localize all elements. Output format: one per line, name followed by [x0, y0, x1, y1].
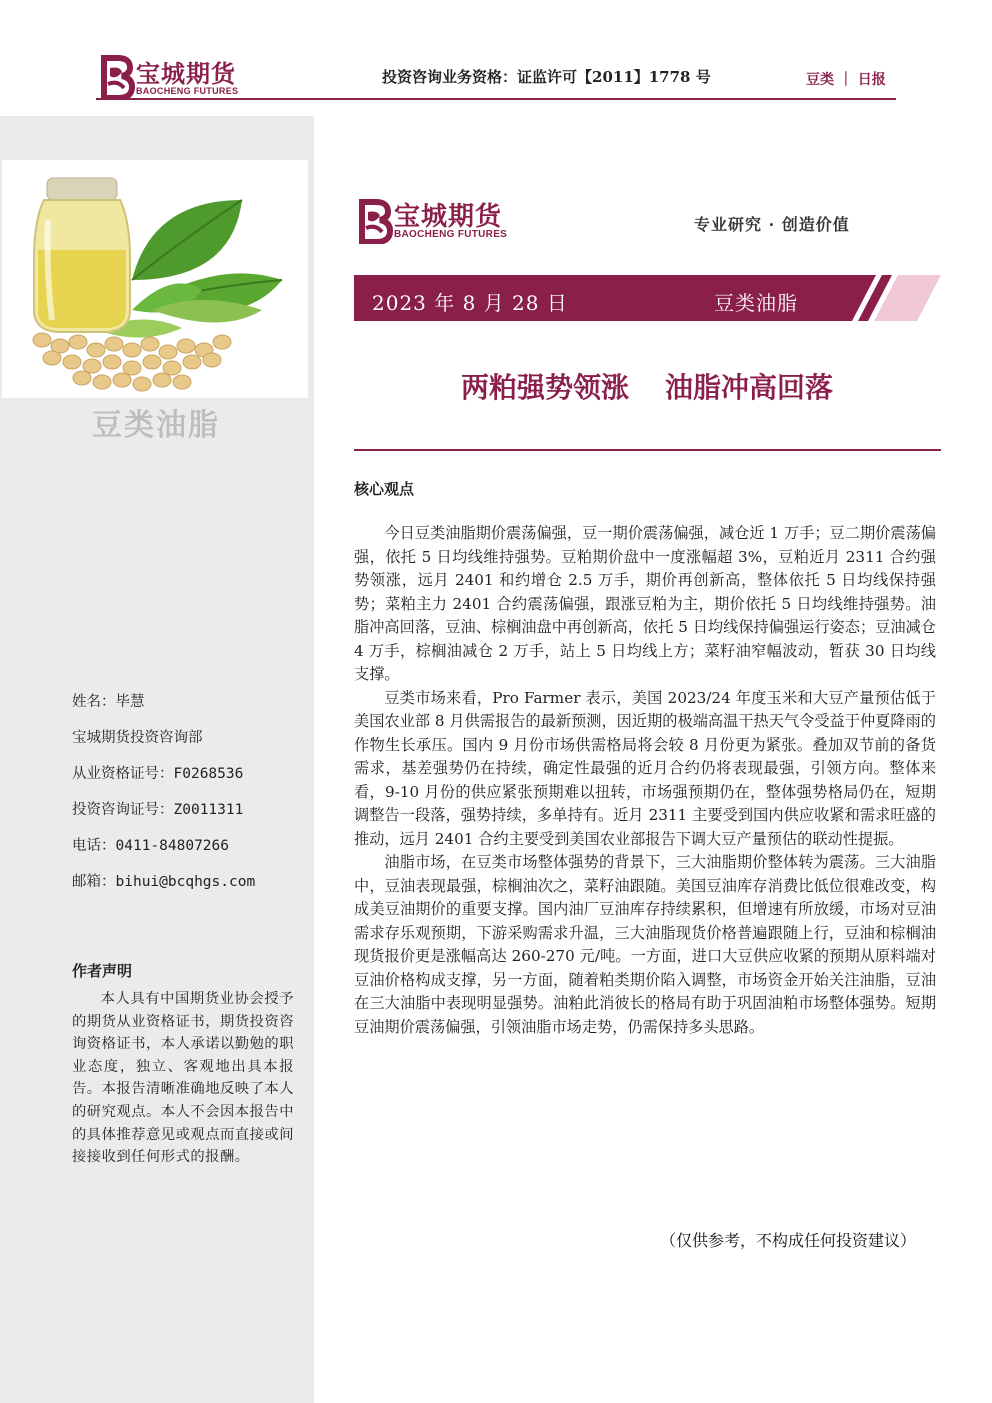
- paragraph: 今日豆类油脂期价震荡偏强，豆一期价震荡偏强，减仓近 1 万手；豆二期价震荡偏强，依托 5 日均线维持强势。豆粕期价盘中一度涨幅超 3%，豆粕近月 2311 合约强势领涨，远月 2401 和约增仓 2.5 万手，期价再创新高，整体依托 5 日均线保持强势；菜粕主力 2401 合约震荡偏强，跟涨豆粕为主，期价依托 5 日均线维持强势。油脂冲高回落，豆油、棕榈油盘中再创新高，依托 5 日均线保持偏强运行姿态；豆油减仓 4 万手，棕榈油减仓 2 万手，站上 5 日均线上方；菜籽油窄幅波动，暂获 30 日均线支撑。: [354, 524, 936, 683]
- paragraph: 油脂市场，在豆类市场整体强势的背景下，三大油脂期价整体转为震荡。三大油脂中，豆油表现最强，棕榈油次之，菜籽油跟随。美国豆油库存消费比低位很难改变，构成美豆油期价的重要支撑。国内油厂豆油库存持续累积，但增速有所放缓，市场对豆油需求存乐观预期，下游采购需求升温，三大油脂现货价格普遍跟随上行，豆油和棕榈油现货报价更是涨幅高达 260-270 元/吨。一方面，进口大豆供应收紧的预期从原料端对豆油价格构成支撑，另一方面，随着粕类期价陷入调整，市场资金开始关注油脂，豆油在三大油脂中表现明显强势。油粕此消彼长的格局有助于巩固油粕市场整体强势。短期豆油期价震荡偏强，引领油脂市场走势，仍需保持多头思路。: [354, 853, 936, 1036]
- core-view-body: [354, 522, 936, 1039]
- report-category-top: 豆类 ｜ 日报: [806, 72, 886, 88]
- header-logo-cn: 宝城期货: [136, 59, 236, 88]
- author-advisory-license: 投资咨询证号：Z0011311: [72, 802, 244, 818]
- baocheng-logo-icon: [354, 198, 394, 244]
- headline-left: 两粕强势领涨: [460, 371, 629, 404]
- author-name: 姓名：毕慧: [72, 694, 145, 710]
- author-info: [72, 690, 255, 906]
- header-divider: [96, 98, 896, 100]
- report-logo-en: BAOCHENG FUTURES: [394, 229, 508, 240]
- report-category: 豆类油脂: [714, 291, 798, 315]
- author-dept: 宝城期货投资咨询部: [72, 730, 203, 746]
- disclaimer: （仅供参考，不构成任何投资建议）: [660, 1231, 917, 1250]
- author-phone: 电话：0411-84807266: [72, 838, 229, 854]
- declaration-text: 本人具有中国期货业协会授予的期货从业资格证书，期货投资咨询资格证书，本人承诺以勤勉的职业态度，独立、客观地出具本报告。本报告清晰准确地反映了本人的研究观点。本人不会因本报告中的具体推荐意见或观点而直接或间接接收到任何形式的报酬。: [72, 991, 294, 1166]
- header-logo: [96, 52, 256, 100]
- qualification-text: 投资咨询业务资格：证监许可【2011】1778 号: [382, 68, 711, 86]
- core-view-title: 核心观点: [354, 480, 415, 498]
- sidebar-title: 豆类油脂: [92, 408, 220, 443]
- report-headline: [356, 366, 938, 406]
- cover-illustration: [2, 160, 308, 398]
- baocheng-logo-icon: [96, 54, 136, 100]
- slogan: 专业研究 · 创造价值: [694, 215, 850, 234]
- soybean-oil-jar-illustration: [2, 160, 308, 398]
- headline-right: 油脂冲高回落: [665, 371, 834, 404]
- author-license: 从业资格证号：F0268536: [72, 766, 244, 782]
- author-email[interactable]: 邮箱：bihui@bcqhgs.com: [72, 874, 256, 890]
- report-logo-cn: 宝城期货: [394, 202, 503, 232]
- declaration-title: 作者声明: [72, 962, 133, 980]
- report-date: 2023 年 8 月 28 日: [372, 291, 568, 315]
- paragraph: 豆类市场来看，Pro Farmer 表示，美国 2023/24 年度玉米和大豆产量预估低于美国农业部 8 月供需报告的最新预测，因近期的极端高温干热天气令受益于仲夏降雨的作物生长承压。国内 9 月份市场供需格局将会较 8 月份更为紧张。叠加双节前的备货需求，基差强势仍在持续，确定性最强的近月合约仍将表现最强，引领方向。整体来看，9-10 月份的供应紧张预期难以扭转，市场强预期仍在，整体强势格局仍在，短期调整告一段落，强势持续，多单持有。近月 2311 主要受到国内供应收紧和需求旺盛的推动，远月 2401 合约主要受到美国农业部报告下调大豆产量预估的联动性提振。: [354, 688, 936, 848]
- headline-divider: [354, 449, 941, 451]
- header-logo-en: BAOCHENG FUTURES: [136, 86, 239, 96]
- report-logo: [354, 196, 524, 246]
